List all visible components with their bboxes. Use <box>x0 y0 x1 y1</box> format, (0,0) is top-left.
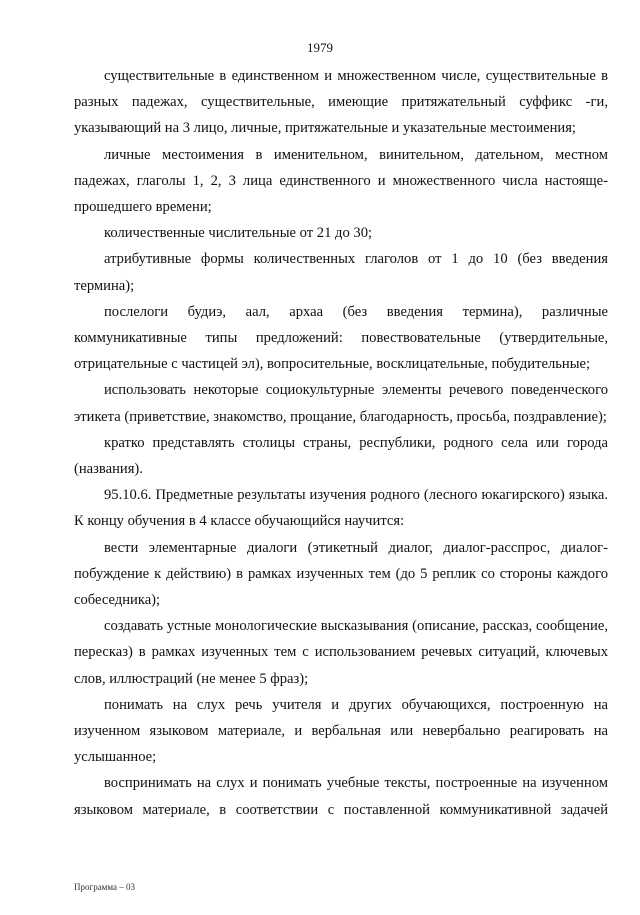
body-text <box>74 63 608 823</box>
page-footer: Программа – 03 <box>74 882 136 892</box>
paragraph-numerals: количественные числительные от 21 до 30; <box>104 225 373 242</box>
paragraph-nouns: существительные в единственном и множественном числе, существительные в разных падежах, существительные, имеющие притяжательный суффикс -ги, указывающий на 3 лицо, личные, притяжательные и указательные местоимения; <box>74 68 608 137</box>
paragraph-listening: понимать на слух речь учителя и других обучающихся, построенную на изученном языковом материале, и вербальная или невербально реагировать на услышанное; <box>74 696 608 766</box>
paragraph-comprehension: воспринимать на слух и понимать учебные тексты, построенные на изученном языковом материале, в соответствии с поставленной коммуникативной задачей <box>74 775 608 818</box>
paragraph-etiquette: использовать некоторые социокультурные элементы речевого поведенческого этикета (приветствие, знакомство, прощание, благодарность, просьба, поздравление); <box>74 382 608 425</box>
paragraph-capitals: кратко представлять столицы страны, республики, родного села или города (названия). <box>74 434 608 478</box>
paragraph-dialogues: вести элементарные диалоги (этикетный диалог, диалог-расспрос, диалог-побуждение к действию) в рамках изученных тем (до 5 реплик со стороны каждого собеседника); <box>74 539 608 609</box>
paragraph-section-heading: 95.10.6. Предметные результаты изучения родного (лесного юкагирского) языка. К концу обучения в 4 классе обучающийся научится: <box>74 487 608 530</box>
paragraph-postpositions: послелоги будиэ, аал, архаа (без введения термина), различные коммуникативные типы предложений: повествовательные (утвердительные, отрицательные с частицей эл), вопросительные, восклицательные, побудительные; <box>74 303 608 373</box>
paragraph-monologues: создавать устные монологические высказывания (описание, рассказ, сообщение, пересказ) в рамках изученных тем с использованием речевых ситуаций, ключевых слов, иллюстраций (не менее 5 фраз); <box>74 618 608 687</box>
paragraph-pronouns-verbs: личные местоимения в именительном, винительном, дательном, местном падежах, глаголы 1, 2, 3 лица единственного и множественного числа настояще-прошедшего времени; <box>74 146 608 216</box>
paragraph-attributive-forms: атрибутивные формы количественных глаголов от 1 до 10 (без введения термина); <box>74 251 608 294</box>
page-number: 1979 <box>307 40 333 55</box>
